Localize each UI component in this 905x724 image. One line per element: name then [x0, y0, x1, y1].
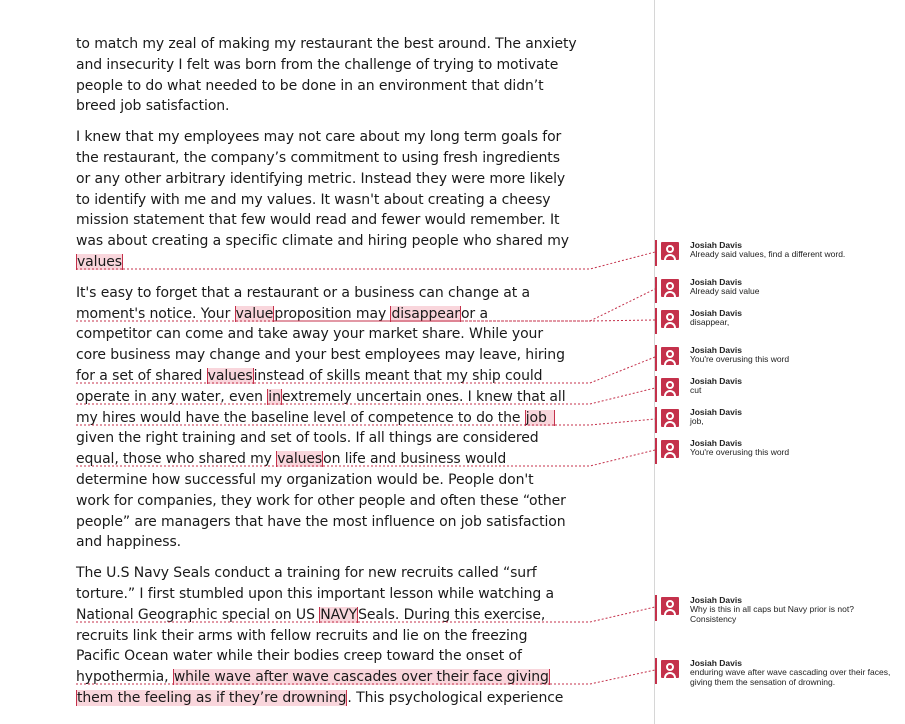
comment-accent-bar [655, 438, 657, 464]
text-line [76, 646, 586, 667]
comment-author: Josiah Davis [690, 376, 742, 386]
paragraph [76, 127, 586, 273]
text-run: core business may change and your best employees may leave, hiring [76, 347, 565, 364]
text-line [76, 470, 586, 491]
text-run: to identify with me and my values. It wasn't about creating a cheesy [76, 191, 551, 208]
text-line [76, 387, 586, 408]
user-avatar-icon [661, 310, 679, 328]
commented-text-highlight[interactable]: values [277, 451, 323, 468]
commented-text-highlight[interactable]: job [525, 410, 555, 426]
text-run: determine how successful my organization would be. People don't [76, 471, 534, 488]
text-run: the restaurant, the company’s commitment to using fresh ingredients [76, 149, 560, 166]
text-run: breed job satisfaction. [76, 98, 230, 115]
text-run: operate in any water, even [76, 388, 268, 405]
avatar-shoulders-shape [664, 254, 676, 260]
avatar-shoulders-shape [664, 322, 676, 328]
avatar-head-shape [666, 282, 674, 290]
text-line [76, 324, 586, 345]
paragraph [76, 34, 586, 117]
text-line [76, 428, 586, 449]
avatar-head-shape [666, 412, 674, 420]
avatar-shoulders-shape [664, 672, 676, 678]
comment-text: Why is this in all caps but Navy prior is not? Consistency [690, 604, 854, 624]
comment-author: Josiah Davis [690, 277, 742, 287]
comment-author: Josiah Davis [690, 240, 742, 250]
text-line [76, 210, 586, 231]
text-run: torture.” I first stumbled upon this important lesson while watching a [76, 585, 554, 602]
comment-author: Josiah Davis [690, 595, 742, 605]
comment-author: Josiah Davis [690, 308, 742, 318]
avatar-shoulders-shape [664, 390, 676, 396]
text-line [76, 55, 586, 76]
commented-text-highlight[interactable]: while wave after wave cascades over their face giving [173, 669, 549, 686]
user-avatar-icon [661, 279, 679, 297]
comment-author: Josiah Davis [690, 407, 742, 417]
comment-text: Already said value [690, 286, 760, 296]
text-line [76, 345, 586, 366]
text-run: moment's notice. Your [76, 305, 235, 322]
comment-accent-bar [655, 308, 657, 334]
text-run: mission statement that few would read and fewer would remember. It [76, 212, 560, 229]
user-avatar-icon [661, 409, 679, 427]
text-run: work for companies, they work for other people and often these “other [76, 492, 566, 509]
user-avatar-icon [661, 660, 679, 678]
text-run: was about creating a specific climate and hiring people who shared my [76, 233, 569, 250]
text-run: equal, those who shared my [76, 451, 277, 468]
comment-accent-bar [655, 240, 657, 266]
text-line [76, 491, 586, 512]
text-line [76, 231, 586, 252]
text-run: competitor can come and take away your market share. While your [76, 326, 543, 343]
text-run: . This psychological experience [347, 689, 564, 706]
text-run: and happiness. [76, 534, 182, 551]
commented-text-highlight[interactable]: in [268, 388, 281, 405]
comment-accent-bar [655, 658, 657, 684]
commented-text-highlight[interactable]: value [235, 305, 274, 322]
comment-text: Already said values, find a different word. [690, 249, 846, 259]
text-line [76, 532, 586, 553]
text-line [76, 584, 586, 605]
text-run: I knew that my employees may not care about my long term goals for [76, 129, 562, 146]
text-line [76, 408, 586, 429]
text-line [76, 127, 586, 148]
text-run: It's easy to forget that a restaurant or a business can change at a [76, 284, 530, 301]
comment-author: Josiah Davis [690, 438, 742, 448]
text-line [76, 148, 586, 169]
paragraph [76, 563, 586, 709]
commented-text-highlight[interactable]: values [77, 253, 122, 270]
user-avatar-icon [661, 440, 679, 458]
avatar-head-shape [666, 663, 674, 671]
text-line [76, 366, 586, 387]
text-line [76, 626, 586, 647]
text-run: instead of skills meant that my ship could [253, 367, 543, 384]
comment-accent-bar [655, 595, 657, 621]
text-line [76, 283, 586, 304]
comment-accent-bar [655, 407, 657, 433]
text-run: proposition may [274, 305, 391, 322]
text-line [76, 512, 586, 533]
text-line [76, 667, 586, 688]
user-avatar-icon [661, 378, 679, 396]
avatar-head-shape [666, 381, 674, 389]
text-run: on life and business would [323, 451, 507, 468]
avatar-shoulders-shape [664, 452, 676, 458]
text-run: Seals. During this exercise, [358, 606, 546, 623]
text-line [76, 304, 586, 325]
avatar-head-shape [666, 350, 674, 358]
text-line [76, 563, 586, 584]
comment-accent-bar [655, 376, 657, 402]
paragraph [76, 283, 586, 553]
text-line [76, 252, 586, 273]
comment-text: enduring wave after wave cascading over their faces, giving them the sensation of drowning. [690, 667, 891, 687]
text-run: or any other arbitrary identifying metric. Instead they were more likely [76, 170, 566, 187]
user-avatar-icon [661, 597, 679, 615]
commented-text-highlight[interactable]: them the feeling as if they’re drowning [77, 689, 347, 706]
comment-author: Josiah Davis [690, 345, 742, 355]
avatar-shoulders-shape [664, 291, 676, 297]
text-run: extremely uncertain ones. I knew that all [281, 388, 566, 405]
comment-text: You're overusing this word [690, 354, 790, 364]
comment-text: job, [690, 416, 704, 426]
commented-text-highlight[interactable]: disappear [391, 305, 460, 322]
comment-accent-bar [655, 345, 657, 371]
avatar-shoulders-shape [664, 359, 676, 365]
avatar-head-shape [666, 600, 674, 608]
document-body[interactable] [76, 34, 586, 719]
text-line [76, 449, 586, 470]
comment-text: cut [690, 385, 702, 395]
commented-text-highlight[interactable]: NAVY [320, 606, 358, 623]
comment-author: Josiah Davis [690, 658, 742, 668]
text-run: people to do what needed to be done in an environment that didn’t [76, 77, 544, 94]
text-line [76, 34, 586, 55]
user-avatar-icon [661, 347, 679, 365]
text-run: Pacific Ocean water while their bodies creep toward the onset of [76, 648, 522, 665]
user-avatar-icon [661, 242, 679, 260]
text-run: given the right training and set of tools. If all things are considered [76, 430, 539, 447]
text-line [76, 169, 586, 190]
avatar-shoulders-shape [664, 421, 676, 427]
text-run: my hires would have the baseline level of competence to do the [76, 409, 525, 426]
comment-accent-bar [655, 277, 657, 303]
text-run: hypothermia, [76, 669, 173, 686]
text-line [76, 190, 586, 211]
text-line [76, 605, 586, 626]
avatar-head-shape [666, 245, 674, 253]
comment-text: You're overusing this word [690, 447, 790, 457]
text-run: and insecurity I felt was born from the challenge of trying to motivate [76, 56, 559, 73]
text-run: National Geographic special on US [76, 606, 320, 623]
text-line [76, 96, 586, 117]
text-line [76, 76, 586, 97]
text-run: The U.S Navy Seals conduct a training for new recruits called “surf [76, 565, 537, 582]
avatar-shoulders-shape [664, 609, 676, 615]
text-run: for a set of shared [76, 367, 207, 384]
avatar-head-shape [666, 313, 674, 321]
avatar-head-shape [666, 443, 674, 451]
text-run: or a [460, 305, 488, 322]
commented-text-highlight[interactable]: values [207, 367, 253, 384]
comment-text: disappear, [690, 317, 730, 327]
text-line [76, 688, 586, 709]
text-run: people” are managers that have the most influence on job satisfaction [76, 513, 566, 530]
text-run: recruits link their arms with fellow recruits and lie on the freezing [76, 627, 528, 644]
text-run: to match my zeal of making my restaurant the best around. The anxiety [76, 36, 577, 52]
